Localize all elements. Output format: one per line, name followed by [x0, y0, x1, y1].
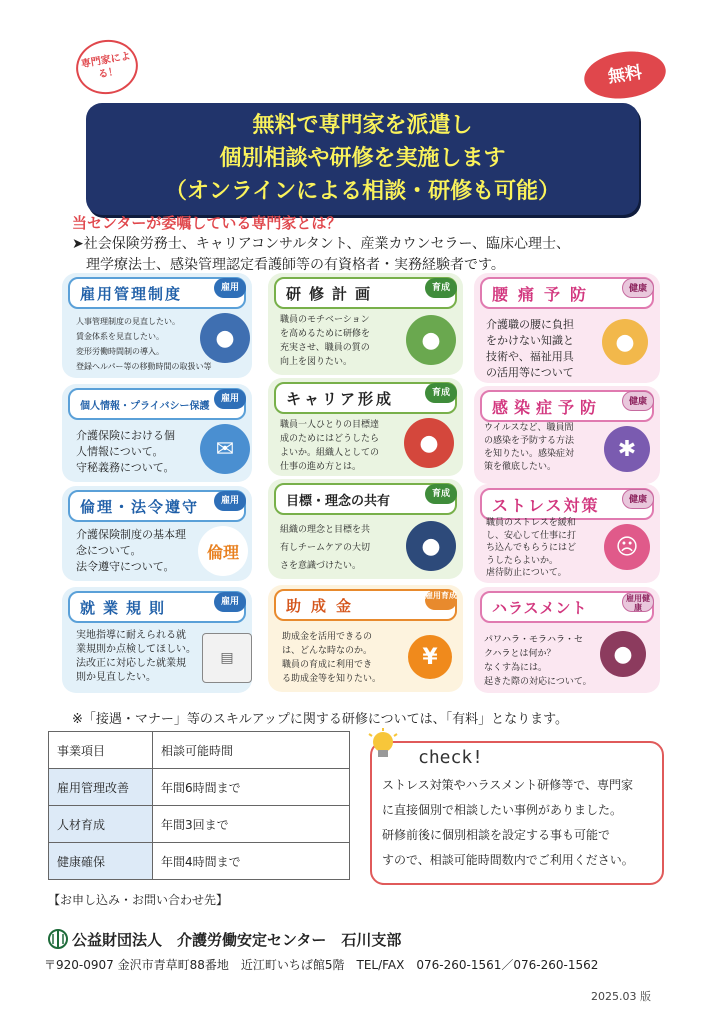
check-body — [382, 773, 634, 873]
card-kojin — [62, 384, 252, 482]
body-line: さを意識づけたい。 — [280, 561, 362, 571]
intro-line1: ➤社会保険労務士、キャリアコンサルタント、産業カウンセラー、臨床心理士、 — [72, 236, 570, 252]
body-line: 法令遵守について。 — [76, 560, 175, 573]
expert-badge: 専門家による！ — [72, 35, 142, 99]
card-title-text: ハラスメント — [492, 598, 588, 617]
table-cell: 健康確保 — [49, 843, 153, 880]
check-line: 研修前後に個別相談を設定する事も可能で — [382, 828, 611, 842]
body-line: なくす為には。 — [484, 663, 548, 673]
hours-table — [48, 731, 350, 880]
card-body — [484, 422, 574, 474]
tag-mokuhyo: 育成 — [425, 484, 457, 504]
training-icon: ● — [406, 315, 456, 365]
body-line: 法改正に対応した就業規 — [76, 658, 186, 669]
body-line: 職員のモチベーション — [280, 315, 370, 325]
tag-yotsu: 健康 — [622, 278, 654, 298]
paid-note: ※「接遇・マナー」等のスキルアップに関する研修については、「有料」となります。 — [72, 712, 569, 727]
card-yotsu — [474, 273, 660, 383]
headline-line2: 個別相談や研修を実施します — [219, 146, 506, 171]
body-line: よいか。組織人としての — [280, 448, 380, 458]
table-row — [49, 769, 350, 806]
body-line: を高めるために研修を — [280, 329, 371, 339]
tag-career: 育成 — [425, 383, 457, 403]
card-josei — [268, 585, 463, 692]
card-career — [268, 378, 463, 476]
free-badge: 無料 — [581, 47, 669, 104]
card-stress — [474, 484, 660, 583]
card-kansen — [474, 386, 660, 484]
headline-banner — [86, 103, 639, 215]
card-mokuhyo — [268, 479, 463, 579]
card-body — [484, 633, 592, 689]
body-line: 有しチームケアの大切 — [280, 543, 371, 553]
body-line: 成のためにはどうしたら — [280, 434, 380, 444]
body-line: 起きた際の対応について。 — [484, 677, 592, 687]
body-line: 組織の理念と目標を共 — [280, 525, 371, 535]
card-body — [280, 418, 379, 474]
body-line: 賃金体系を見直したい。 — [76, 332, 164, 341]
card-title-text: 研修計画 — [286, 284, 379, 303]
table-cell: 人材育成 — [49, 806, 153, 843]
card-body — [76, 629, 196, 685]
virus-icon: ✱ — [604, 426, 650, 472]
body-line: 介護保険制度の基本理 — [76, 528, 186, 541]
tag-kojin: 雇用 — [214, 389, 246, 409]
table-header-cell: 事業項目 — [49, 732, 153, 769]
body-line: 向上を図りたい。 — [280, 357, 353, 367]
headline-line3: （オンラインによる相談・研修も可能） — [164, 179, 561, 204]
body-line: 則か見直したい。 — [76, 672, 156, 683]
body-line: 人事管理制度の見直したい。 — [76, 317, 180, 326]
body-line: る助成金等を知りたい。 — [282, 674, 382, 684]
card-body — [486, 317, 574, 381]
address-line: 〒920-0907 金沢市青草町88番地 近江町いちば館5階 TEL/FAX 076-260-1561／076-260-1562 — [44, 958, 599, 972]
check-title: check! — [418, 747, 484, 768]
body-line: 職員のストレスを緩和 — [486, 518, 576, 528]
organization-name: 公益財団法人 介護労働安定センター 石川支部 — [72, 931, 402, 949]
tag-stress: 健康 — [622, 489, 654, 509]
table-cell: 年間4時間まで — [153, 843, 350, 880]
intro-line2: 理学療法士、感染管理認定看護師等の有資格者・実務経験者です。 — [86, 257, 505, 273]
table-header-cell: 相談可能時間 — [153, 732, 350, 769]
card-title-text: キャリア形成 — [286, 389, 395, 408]
body-line: クハラとは何か？ — [484, 649, 556, 659]
check-line: すので、相談可能時間数内でご利用ください。 — [382, 853, 634, 867]
card-title-text: 倫理・法令遵守 — [80, 497, 200, 516]
card-body — [76, 314, 211, 374]
body-line: 介護職の腰に負担 — [486, 318, 574, 331]
card-title-text: 就業規則 — [80, 598, 173, 617]
tag-koyo: 雇用 — [214, 278, 246, 298]
table-header — [49, 732, 350, 769]
check-line: ストレス対策やハラスメント研修等で、専門家 — [382, 778, 634, 792]
body-line: をかけない知識と — [486, 334, 574, 347]
body-line: は、どんな時なのか。 — [282, 646, 373, 656]
people-group-icon: ● — [200, 313, 250, 363]
card-body — [280, 521, 370, 575]
card-title-text: 腰痛予防 — [492, 284, 597, 304]
body-line: 職員の育成に利用でき — [282, 660, 373, 670]
back-pain-icon: ● — [602, 319, 648, 365]
body-line: ち込んでもらうにはど — [486, 543, 577, 553]
check-line: に直接個別で相談したい事例がありました。 — [382, 803, 623, 817]
card-koyo — [62, 273, 252, 378]
card-title-text: 助成金 — [286, 596, 362, 615]
card-body — [76, 527, 186, 575]
body-line: 助成金を活用できるの — [282, 632, 373, 642]
tag-shugyo: 雇用 — [214, 592, 246, 612]
tag-kenshu: 育成 — [425, 278, 457, 298]
table-row — [49, 843, 350, 880]
body-line: 仕事の進め方とは。 — [280, 462, 362, 472]
body-line: 守秘義務について。 — [76, 461, 175, 474]
headline-line1: 無料で専門家を派遣し — [252, 113, 473, 138]
check-box — [370, 741, 664, 885]
staff-group-icon: ● — [404, 418, 454, 468]
body-line: 虐待防止について。 — [486, 568, 567, 578]
table-row — [49, 806, 350, 843]
body-line: 人情報について。 — [76, 445, 164, 458]
body-line: 職員一人ひとりの目標達 — [280, 420, 380, 430]
card-harass — [474, 587, 660, 693]
body-line: うしたらよいか。 — [486, 555, 559, 566]
tag-josei: 雇用育成 — [425, 590, 457, 610]
card-shugyo — [62, 587, 252, 693]
intro-question: 当センターが委嘱している専門家とは？ — [72, 214, 342, 232]
harassment-icon: ● — [600, 631, 646, 677]
card-title-text: 個人情報・プライバシー保護 — [80, 400, 210, 412]
tag-rinri: 雇用 — [214, 491, 246, 511]
stress-face-icon: ☹ — [604, 524, 650, 570]
body-line: 実地指導に耐えられる就 — [76, 630, 186, 641]
card-kenshu — [268, 273, 463, 375]
body-line: パワハラ・モラハラ・セ — [484, 635, 584, 645]
card-title-text: 感染症予防 — [492, 397, 603, 417]
body-line: 業規則か点検してほしい。 — [76, 644, 196, 655]
tag-harass: 雇用健康 — [622, 592, 654, 612]
table-cell: 雇用管理改善 — [49, 769, 153, 806]
body-line: 充実させ、職員の質の — [280, 343, 370, 353]
ethics-icon: 倫理 — [198, 526, 248, 576]
body-line: 技術や、福祉用具 — [486, 350, 574, 363]
table-cell: 年間6時間まで — [153, 769, 350, 806]
card-body — [486, 517, 576, 580]
body-line: 登録ヘルパー等の移動時間の取扱い等 — [76, 362, 212, 371]
card-title-text: 雇用管理制度 — [80, 284, 183, 303]
card-title-text: ストレス対策 — [492, 495, 600, 515]
yen-coin-icon: ¥ — [408, 635, 452, 679]
body-line: 介護保険における個 — [76, 429, 175, 442]
card-title-text: 目標・理念の共有 — [286, 493, 391, 509]
rulebook-icon: ▤ — [202, 633, 252, 683]
card-body — [76, 428, 175, 476]
card-body — [280, 313, 370, 369]
body-line: を知りたい。感染症対 — [484, 449, 575, 459]
lightbulb-icon — [366, 728, 400, 762]
contact-label: 【お申し込み・お問い合わせ先】 — [48, 893, 229, 907]
body-line: し、安心して仕事に打 — [486, 530, 577, 541]
tag-kansen: 健康 — [622, 391, 654, 411]
card-body — [282, 630, 381, 686]
body-line: 変形労働時間制の導入。 — [76, 347, 164, 356]
table-cell: 年間3回まで — [153, 806, 350, 843]
body-line: 念について。 — [76, 544, 142, 557]
org-logo-icon — [48, 929, 68, 949]
team-icon: ● — [406, 521, 456, 571]
version-label: 2025.03 版 — [591, 990, 651, 1003]
body-line: の感染を予防する方法 — [484, 436, 575, 446]
privacy-icon: ✉ — [200, 424, 250, 474]
body-line: ウイルスなど、職員間 — [484, 423, 574, 433]
body-line: の活用等について — [486, 366, 574, 379]
card-rinri — [62, 486, 252, 581]
body-line: 策を徹底したい。 — [484, 462, 557, 472]
